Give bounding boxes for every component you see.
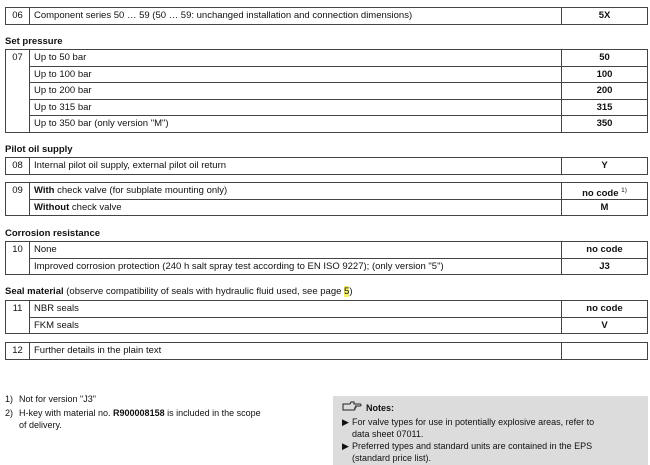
row-description: check valve [69,201,122,213]
section-heading-pilot-oil: Pilot oil supply [5,144,73,155]
pointing-hand-icon [342,401,362,415]
row-number: 11 [6,301,30,334]
table-row [30,301,647,318]
row-description: None [34,244,57,255]
seal-heading-note: (observe compatibility of seals with hydraulic fluid used, see page [63,286,345,297]
row-code: 200 [561,83,647,99]
table-row [30,183,647,200]
row-code: 50 [561,50,647,66]
row-code: 5X [561,8,647,24]
note-text: Preferred types and standard units are contained in the EPS [352,441,593,451]
row-number: 10 [6,242,30,275]
table-row [30,100,647,117]
table-row [6,8,647,25]
footnote-text: of delivery. [19,420,62,430]
row-description: Improved corrosion protection (240 h salt spray test according to EN ISO 9227); (only version "5") [34,260,444,272]
row-description: FKM seals [34,319,79,331]
table-pilot-oil-09 [5,182,648,216]
row-description-bold: With [34,185,55,196]
page-link[interactable]: 5 [344,286,350,297]
row-description: NBR seals [34,303,79,314]
row-number: 09 [6,183,30,216]
row-code [561,343,647,359]
footnote-text: is included in the scope [164,408,261,418]
footnote-text: Not for version "J3" [19,394,96,404]
table-further-details [5,342,648,360]
row-description: Up to 350 bar (only version "M") [34,118,169,129]
note-text: data sheet 07011. [352,429,424,439]
table-row [30,83,647,100]
section-heading-corrosion: Corrosion resistance [5,228,101,239]
row-description: Up to 315 bar [34,101,92,113]
row-number: 06 [6,8,30,24]
table-row [30,242,647,259]
row-code: 100 [561,67,647,83]
row-description: check valve (for subplate mounting only) [54,185,228,196]
row-code: no code [582,188,619,200]
row-number: 08 [6,158,30,174]
row-description: Further details in the plain text [34,345,162,356]
footnote-mark: 2) [5,408,14,418]
seal-heading-bold: Seal material [5,286,64,297]
table-row [30,67,647,84]
row-code: no code [561,301,647,317]
footnote-mark: 1) [5,394,14,404]
table-row [30,200,647,217]
notes-box [333,396,648,465]
row-code: M [561,200,647,216]
table-row [30,318,647,335]
row-code: 350 [561,116,647,132]
list-item [342,440,642,464]
footnote-2 [5,407,261,431]
table-corrosion [5,241,648,275]
row-code: Y [561,158,647,174]
row-description: Up to 200 bar [34,85,92,96]
row-code: 315 [561,100,647,116]
footnote-ref: 1) [621,187,627,194]
footnote-1 [5,393,96,405]
table-set-pressure [5,49,648,133]
row-number: 12 [6,343,30,359]
table-row [6,158,647,175]
row-code: no code [561,242,647,258]
section-heading-set-pressure: Set pressure [5,36,63,47]
table-row [6,343,647,360]
row-code: J3 [561,259,647,275]
table-seal [5,300,648,334]
bullet-triangle-icon: ▶ [342,441,349,451]
row-description: Internal pilot oil supply, external pilot oil return [34,160,227,171]
table-component-series [5,7,648,25]
row-description: Up to 50 bar [34,52,87,63]
note-text: For valve types for use in potentially explosive areas, refer to [352,417,595,427]
row-description-bold: Without [34,201,70,213]
section-heading-seal [5,286,353,297]
row-description: Up to 100 bar [34,68,92,80]
table-row [30,50,647,67]
notes-title: Notes: [366,403,395,413]
table-pilot-oil-08 [5,157,648,175]
row-description: Component series 50 … 59 (50 … 59: unchanged installation and connection dimensions) [34,10,413,21]
seal-heading-end: ) [349,286,353,297]
row-code: V [561,318,647,334]
footnote-text: H-key with material no. [19,408,114,418]
bullet-triangle-icon: ▶ [342,417,349,427]
table-row [30,259,647,276]
material-number: R900008158 [113,408,165,418]
note-text: (standard price list). [352,453,432,463]
list-item [342,416,642,440]
table-row [30,116,647,133]
row-number: 07 [6,50,30,133]
